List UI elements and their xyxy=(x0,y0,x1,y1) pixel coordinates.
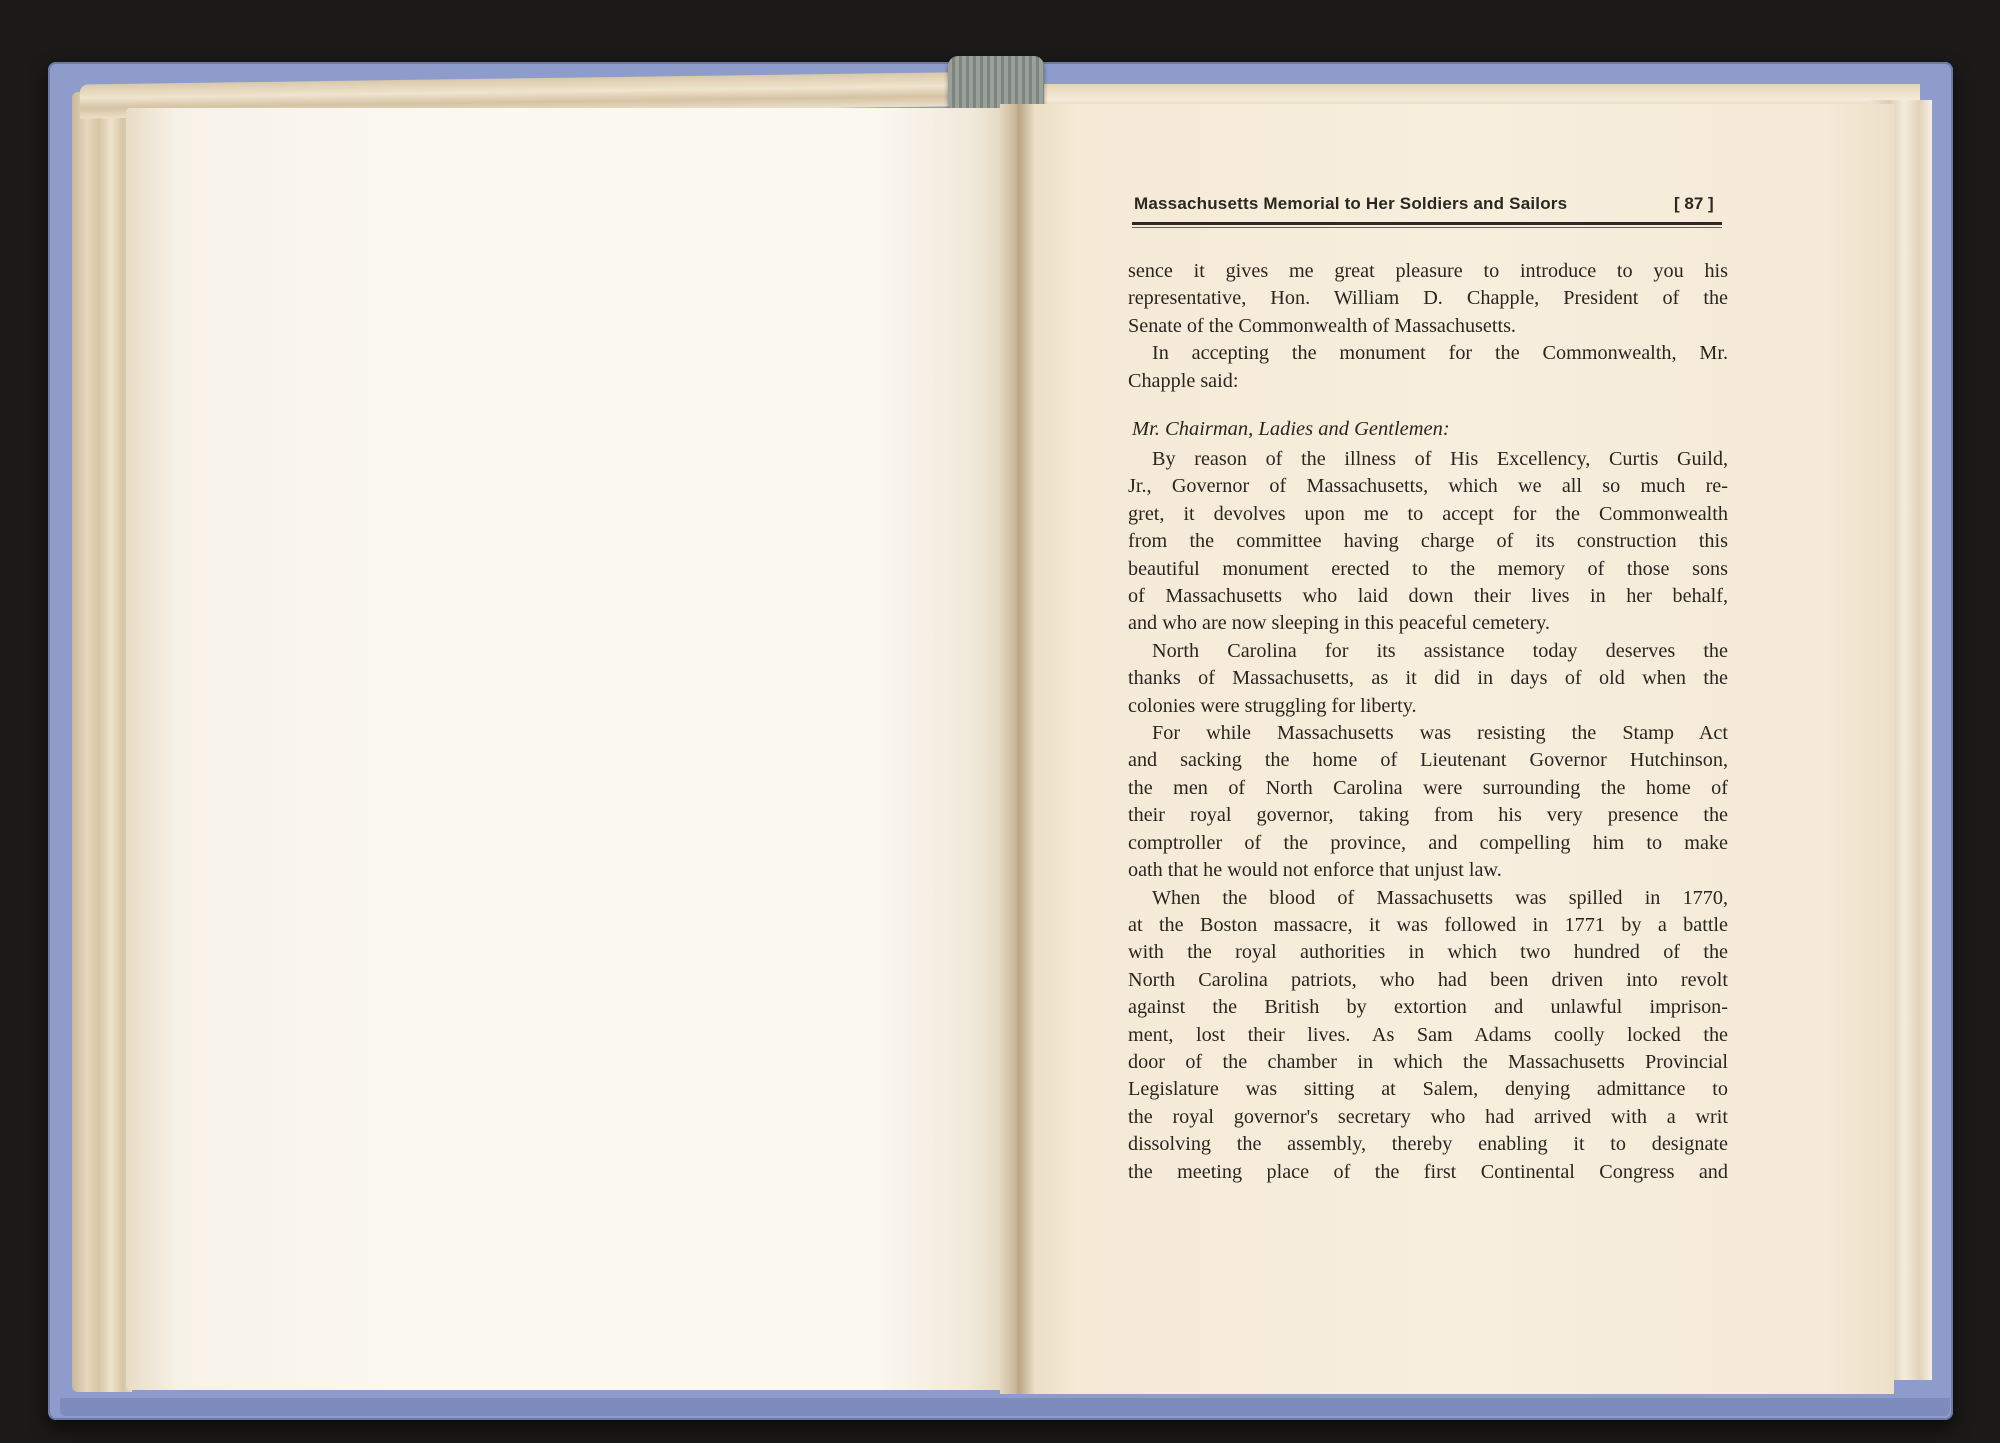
text-line: against the British by extortion and unlawful imprison- xyxy=(1128,996,1728,1019)
header-rule xyxy=(1132,222,1722,225)
text-line: and sacking the home of Lieutenant Governor Hutchinson, xyxy=(1128,749,1728,772)
text-line: of Massachusetts who laid down their lives in her behalf, xyxy=(1128,585,1728,608)
text-line: For while Massachusetts was resisting the Stamp Act xyxy=(1152,722,1728,745)
text-line: When the blood of Massachusetts was spilled in 1770, xyxy=(1152,886,1728,909)
text-line: Legislature was sitting at Salem, denying admittance to xyxy=(1128,1078,1728,1101)
text-line: door of the chamber in which the Massachusetts Provincial xyxy=(1128,1050,1728,1073)
blank-left-page xyxy=(126,108,1006,1390)
text-line: the meeting place of the first Continental Congress and xyxy=(1128,1160,1728,1183)
page-number: [ 87 ] xyxy=(1674,194,1714,213)
book-gutter xyxy=(1000,104,1034,1394)
text-line: thanks of Massachusetts, as it did in days of old when the xyxy=(1128,667,1728,690)
speech-salutation: Mr. Chairman, Ladies and Gentlemen: xyxy=(1132,418,1450,440)
left-page-edges xyxy=(72,92,132,1392)
text-line: ment, lost their lives. As Sam Adams coolly locked the xyxy=(1128,1023,1728,1046)
text-line: gret, it devolves upon me to accept for the Commonwealth xyxy=(1128,502,1728,525)
text-line: comptroller of the province, and compelling him to make xyxy=(1128,831,1728,854)
speech-paragraphs xyxy=(1128,446,1728,1186)
headband xyxy=(948,56,1044,108)
text-line: Senate of the Commonwealth of Massachusetts. xyxy=(1128,314,1516,337)
text-line: and who are now sleeping in this peaceful cemetery. xyxy=(1128,612,1550,635)
text-line: with the royal authorities in which two hundred of the xyxy=(1128,941,1728,964)
text-line: By reason of the illness of His Excellency, Curtis Guild, xyxy=(1152,448,1728,470)
text-line: North Carolina patriots, who had been driven into revolt xyxy=(1128,968,1728,991)
text-line: North Carolina for its assistance today deserves the xyxy=(1152,639,1728,662)
text-line: their royal governor, taking from his very presence the xyxy=(1128,804,1728,827)
text-line: the royal governor's secretary who had arrived with a writ xyxy=(1128,1105,1728,1128)
text-line: colonies were struggling for liberty. xyxy=(1128,694,1417,717)
text-line: the men of North Carolina were surrounding the home of xyxy=(1128,776,1728,799)
text-line: oath that he would not enforce that unjust law. xyxy=(1128,859,1502,882)
text-line: Jr., Governor of Massachusetts, which we all so much re- xyxy=(1128,475,1728,498)
text-line: representative, Hon. William D. Chapple, President of the xyxy=(1128,287,1728,310)
text-line: Chapple said: xyxy=(1128,369,1239,392)
running-head xyxy=(1134,190,1724,220)
text-line: dissolving the assembly, thereby enabling it to designate xyxy=(1128,1133,1728,1156)
header-rule-thin xyxy=(1132,227,1722,228)
text-line: from the committee having charge of its construction this xyxy=(1128,530,1728,553)
cover-bottom-edge xyxy=(60,1398,1950,1416)
text-line: beautiful monument erected to the memory of those sons xyxy=(1128,557,1728,580)
text-line: sence it gives me great pleasure to introduce to you his xyxy=(1128,260,1728,282)
opening-paragraphs xyxy=(1128,258,1728,395)
text-line: In accepting the monument for the Commonwealth, Mr. xyxy=(1152,342,1728,365)
running-title: Massachusetts Memorial to Her Soldiers and Sailors xyxy=(1134,194,1568,213)
text-line: at the Boston massacre, it was followed in 1771 by a battle xyxy=(1128,913,1728,936)
